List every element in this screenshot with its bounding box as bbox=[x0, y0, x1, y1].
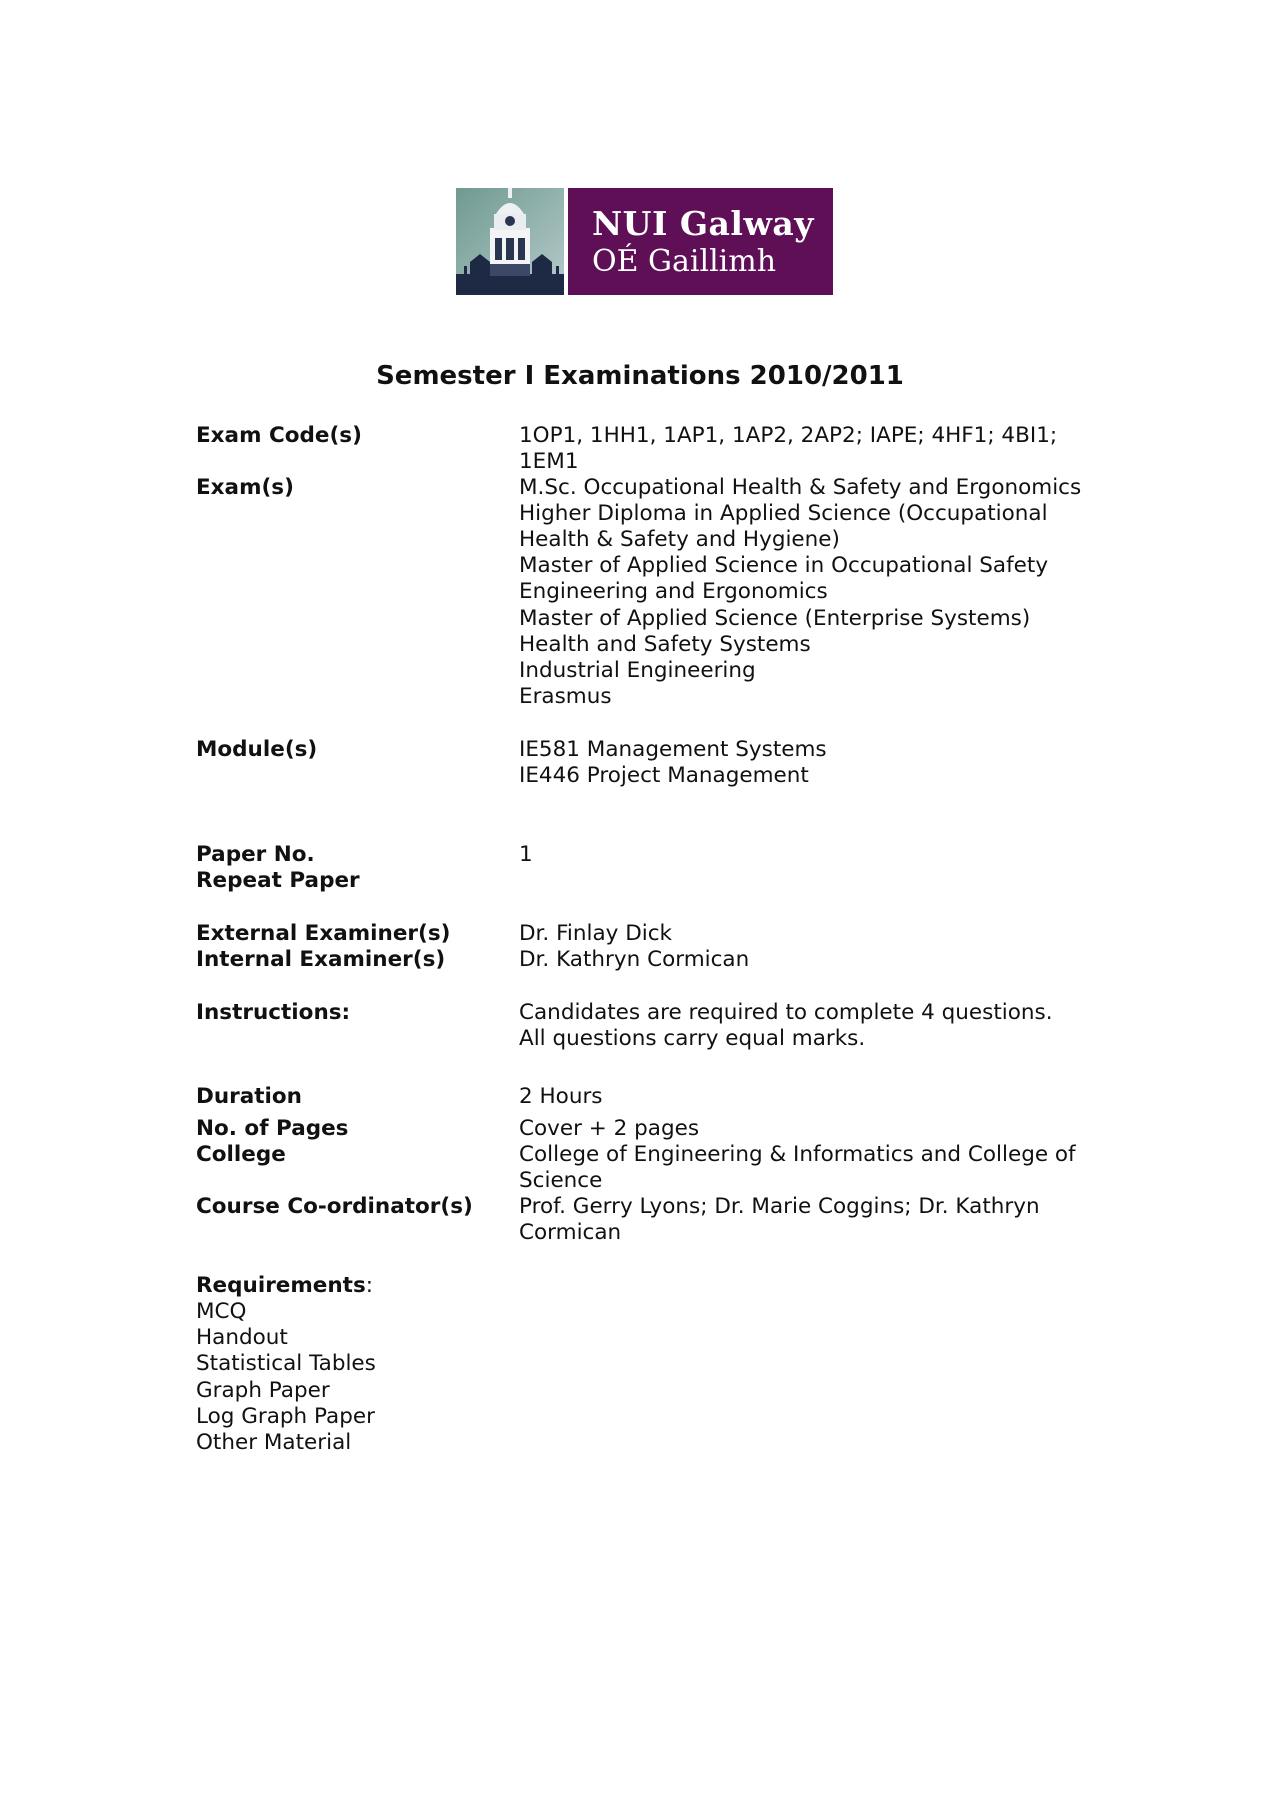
exam-line: Health & Safety and Hygiene) bbox=[519, 527, 840, 552]
instructions-line: Candidates are required to complete 4 questions. bbox=[519, 1000, 1053, 1025]
module-line: IE446 Project Management bbox=[519, 763, 809, 788]
no-of-pages-label: No. of Pages bbox=[196, 1116, 349, 1141]
course-coordinators-line: Prof. Gerry Lyons; Dr. Marie Coggins; Dr. Kathryn bbox=[519, 1194, 1040, 1219]
exam-codes-line: 1OP1, 1HH1, 1AP1, 1AP2, 2AP2; IAPE; 4HF1; 4BI1; bbox=[519, 423, 1058, 448]
no-of-pages-value: Cover + 2 pages bbox=[519, 1116, 700, 1141]
requirement-item: MCQ bbox=[196, 1299, 247, 1324]
course-coordinators-line: Cormican bbox=[519, 1220, 622, 1245]
repeat-paper-label: Repeat Paper bbox=[196, 868, 360, 893]
requirements-colon: : bbox=[365, 1273, 374, 1298]
clock-tower-icon bbox=[456, 188, 564, 295]
course-coordinators-label: Course Co-ordinator(s) bbox=[196, 1194, 473, 1219]
duration-value: 2 Hours bbox=[519, 1084, 603, 1109]
internal-examiner-value: Dr. Kathryn Cormican bbox=[519, 947, 750, 972]
requirement-item: Log Graph Paper bbox=[196, 1404, 375, 1429]
logo-line-english: NUI Galway bbox=[592, 204, 814, 243]
exam-line: Master of Applied Science (Enterprise Systems) bbox=[519, 606, 1031, 631]
exam-line: Higher Diploma in Applied Science (Occupational bbox=[519, 501, 1048, 526]
paper-no-value: 1 bbox=[519, 842, 533, 867]
college-label: College bbox=[196, 1142, 286, 1167]
logo-wordmark bbox=[568, 188, 833, 295]
page-title: Semester I Examinations 2010/2011 bbox=[376, 361, 904, 391]
exams-label: Exam(s) bbox=[196, 475, 294, 500]
college-line: College of Engineering & Informatics and College of bbox=[519, 1142, 1076, 1167]
instructions-label: Instructions: bbox=[196, 1000, 351, 1025]
instructions-line: All questions carry equal marks. bbox=[519, 1026, 866, 1051]
requirement-item: Other Material bbox=[196, 1430, 352, 1455]
modules-label: Module(s) bbox=[196, 737, 318, 762]
exam-codes-label: Exam Code(s) bbox=[196, 423, 362, 448]
duration-label: Duration bbox=[196, 1084, 302, 1109]
exam-line: M.Sc. Occupational Health & Safety and Ergonomics bbox=[519, 475, 1082, 500]
requirement-item: Handout bbox=[196, 1325, 288, 1350]
university-logo bbox=[456, 188, 833, 295]
external-examiner-label: External Examiner(s) bbox=[196, 921, 451, 946]
college-line: Science bbox=[519, 1168, 603, 1193]
exam-codes-line: 1EM1 bbox=[519, 449, 579, 474]
exam-line: Erasmus bbox=[519, 684, 612, 709]
exam-line: Industrial Engineering bbox=[519, 658, 756, 683]
clock-tower-crest bbox=[456, 188, 564, 295]
requirements-label: Requirements bbox=[196, 1273, 366, 1298]
logo-line-irish: OÉ Gaillimh bbox=[592, 244, 777, 279]
exam-line: Health and Safety Systems bbox=[519, 632, 811, 657]
module-line: IE581 Management Systems bbox=[519, 737, 827, 762]
paper-no-label: Paper No. bbox=[196, 842, 315, 867]
requirements-heading bbox=[196, 1273, 373, 1299]
requirement-item: Graph Paper bbox=[196, 1378, 330, 1403]
external-examiner-value: Dr. Finlay Dick bbox=[519, 921, 672, 946]
requirement-item: Statistical Tables bbox=[196, 1351, 376, 1376]
internal-examiner-label: Internal Examiner(s) bbox=[196, 947, 446, 972]
exam-line: Engineering and Ergonomics bbox=[519, 579, 828, 604]
exam-line: Master of Applied Science in Occupational Safety bbox=[519, 553, 1049, 578]
